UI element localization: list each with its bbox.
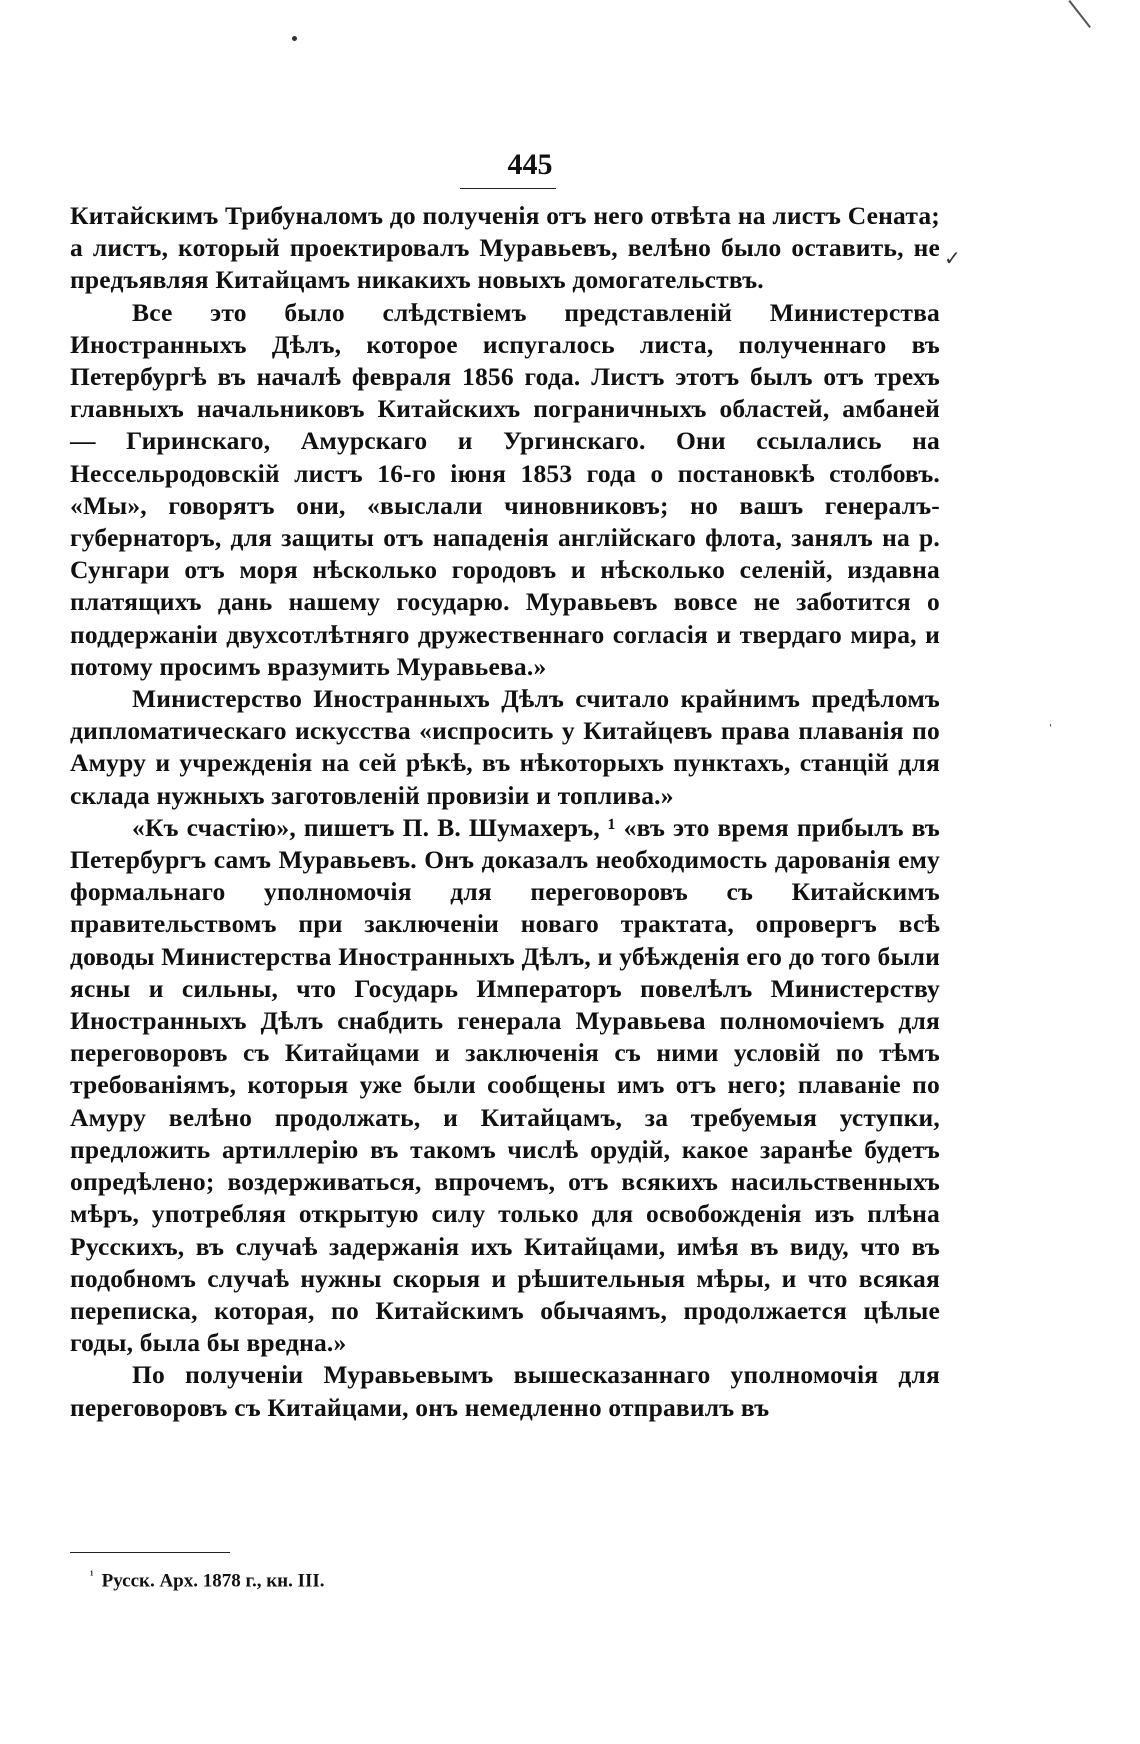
- paragraph-4: «Къ счастію», пишетъ П. В. Шумахеръ, ¹ «въ это время прибылъ въ Петербургъ самъ Муравьевъ. Онъ доказалъ необходимость дарованія ему формальнаго уполномочія для переговоровъ съ Китайскимъ правительствомъ при заключеніи новаго трактата, опровергъ всѣ доводы Министерства Иностранныхъ Дѣлъ, и убѣжденія его до того были ясны и сильны, что Государь Императоръ повелѣлъ Министерству Иностранныхъ Дѣлъ снабдить генерала Муравьева полномочіемъ для переговоровъ съ Китайцами и заключенія съ ними условій по тѣмъ требованіямъ, которыя уже были сообщены имъ отъ него; плаваніе по Амуру велѣно продолжать, и Китайцамъ, за требуемыя уступки, предложить артиллерію въ такомъ числѣ орудій, какое заранѣе будетъ опредѣлено; воздерживаться, впрочемъ, отъ всякихъ насильственныхъ мѣръ, употребляя открытую силу только для освобожденія изъ плѣна Русскихъ, въ случаѣ задержанія ихъ Китайцами, имѣя въ виду, что въ подобномъ случаѣ нужны скорыя и рѣшительныя мѣры, и что всякая переписка, которая, по Китайскимъ обычаямъ, продолжается цѣлые годы, была бы вредна.»: [70, 812, 940, 1358]
- paragraph-5: По полученіи Муравьевымъ вышесказаннаго уполномочія для переговоровъ съ Китайцами, онъ немедленно отправилъ въ: [70, 1360, 940, 1422]
- footnote-text: Русск. Арх. 1878 г., кн. III.: [101, 1570, 325, 1592]
- margin-tick-mark: ˈ: [1048, 722, 1054, 739]
- footnote-rule: [70, 1552, 230, 1553]
- corner-pencil-mark: [1068, 0, 1091, 28]
- page-number-rule: [460, 188, 556, 189]
- margin-tick-mark: ✓: [944, 248, 961, 270]
- footnote: [90, 1568, 325, 1592]
- paragraph-3: Министерство Иностранныхъ Дѣлъ считало крайнимъ предѣломъ дипломатическаго искусства «испросить у Китайцевъ права плаванія по Амуру и учрежденія на сей рѣкѣ, въ нѣкоторыхъ пунктахъ, станцій для склада нужныхъ заготовленій провизіи и топлива.»: [70, 684, 940, 810]
- paragraph-2: Все это было слѣдствіемъ представленій Министерства Иностранныхъ Дѣлъ, которое испугалось листа, полученнаго въ Петербургѣ въ началѣ февраля 1856 года. Листъ этотъ былъ отъ трехъ главныхъ начальниковъ Китайскихъ пограничныхъ областей, амбаней — Гиринскаго, Амурскаго и Ургинскаго. Они ссылались на Нессельродовскій листъ 16-го іюня 1853 года о постановкѣ столбовъ. «Мы», говорятъ они, «выслали чиновниковъ; но вашъ генералъ-губернаторъ, для защиты отъ нападенія англійскаго флота, занялъ на р. Сунгари отъ моря нѣсколько городовъ и нѣсколько селеній, издавна платящихъ дань нашему государю. Муравьевъ вовсе не заботится о поддержаніи двухсотлѣтняго дружественнаго согласія и твердаго мира, и потому просимъ вразумить Муравьева.»: [70, 297, 940, 681]
- body-text: [70, 200, 940, 1424]
- ink-dot: [292, 36, 297, 41]
- paragraph-1: Китайскимъ Трибуналомъ до полученія отъ него отвѣта на листъ Сената; а листъ, который проектировалъ Муравьевъ, велѣно было оставить, не предъявляя Китайцамъ никакихъ новыхъ домогательствъ.: [70, 201, 940, 295]
- page-number: 445: [507, 148, 553, 181]
- footnote-marker: ¹: [90, 1568, 94, 1582]
